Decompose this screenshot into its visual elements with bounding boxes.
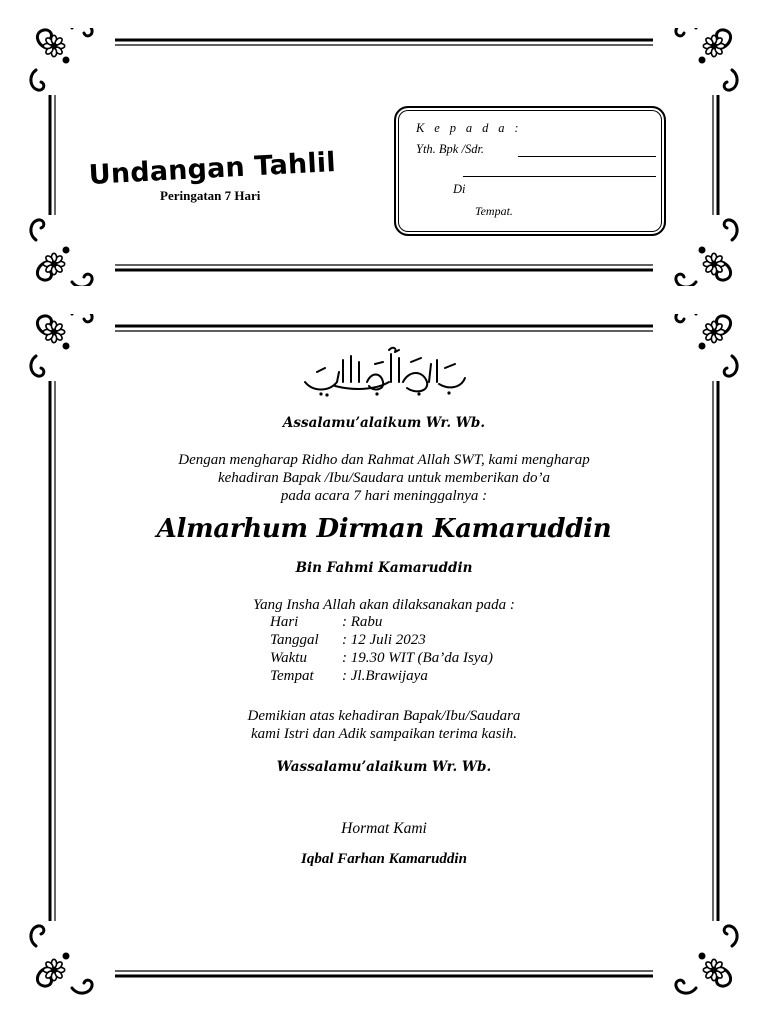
corner-ornament xyxy=(31,220,92,286)
envelope-panel xyxy=(0,28,768,286)
flower-ornament-icon xyxy=(43,321,64,342)
invitation-panel xyxy=(0,314,768,1004)
closing-line-1: Demikian atas kehadiran Bapak/Ibu/Saudara xyxy=(247,708,521,724)
intro-line-3: pada acara 7 hari meninggalnya : xyxy=(280,488,488,504)
closing-greeting: Wassalamu’alaikum Wr. Wb. xyxy=(276,759,492,775)
bismillah-calligraphy xyxy=(0,342,768,400)
closing-line-2: kami Istri dan Adik sampaikan terima kasih. xyxy=(251,726,517,742)
deceased-parent: Bin Fahmi Kamaruddin xyxy=(295,560,473,576)
address-di-label: Di xyxy=(453,182,466,196)
detail-label: Waktu xyxy=(270,650,307,666)
corner-ornament xyxy=(676,220,737,286)
detail-label: Hari xyxy=(270,614,299,630)
opening-greeting: Assalamu’alaikum Wr. Wb. xyxy=(282,415,486,431)
recipient-address-line xyxy=(463,176,656,177)
detail-value: : 12 Juli 2023 xyxy=(342,632,426,648)
flower-ornament-icon xyxy=(43,35,64,56)
corner-ornament xyxy=(676,28,737,90)
flower-ornament-icon xyxy=(43,959,64,980)
detail-value: : 19.30 WIT (Ba’da Isya) xyxy=(342,650,493,666)
intro-line-2: kehadiran Bapak /Ibu/Saudara untuk memberikan do’a xyxy=(217,470,551,486)
intro-line-1: Dengan mengharap Ridho dan Rahmat Allah SWT, kami mengharap xyxy=(178,452,590,468)
regards-text: Hormat Kami xyxy=(341,820,427,837)
detail-row-waktu xyxy=(270,650,493,667)
flower-ornament-icon xyxy=(703,35,724,56)
address-kepada-label: K e p a d a : xyxy=(416,121,522,135)
recipient-name-line xyxy=(518,156,656,157)
detail-row-hari xyxy=(270,614,382,631)
corner-ornament xyxy=(31,28,92,90)
flower-ornament-icon xyxy=(703,959,724,980)
address-tempat-label: Tempat. xyxy=(475,204,513,218)
address-recipient-label: Yth. Bpk /Sdr. xyxy=(416,142,485,156)
detail-label: Tempat xyxy=(270,668,314,684)
bismillah-calligraphy-art xyxy=(299,342,469,400)
invitation-subtitle: Peringatan 7 Hari xyxy=(160,188,261,203)
deceased-name: Almarhum Dirman Kamaruddin xyxy=(156,514,612,544)
flower-ornament-icon xyxy=(703,321,724,342)
detail-value: : Jl.Brawijaya xyxy=(342,668,428,684)
flower-ornament-icon xyxy=(43,253,64,274)
flower-ornament-icon xyxy=(703,253,724,274)
detail-row-tanggal xyxy=(270,632,426,649)
corner-ornament xyxy=(676,926,737,993)
schedule-intro: Yang Insha Allah akan dilaksanakan pada : xyxy=(253,597,515,613)
detail-label: Tanggal xyxy=(270,632,319,648)
corner-ornament xyxy=(31,926,92,993)
detail-value: : Rabu xyxy=(342,614,383,630)
signer-name: Iqbal Farhan Kamaruddin xyxy=(301,851,467,867)
invitation-title: Undangan Tahlil xyxy=(88,147,337,191)
detail-row-tempat xyxy=(270,668,428,685)
